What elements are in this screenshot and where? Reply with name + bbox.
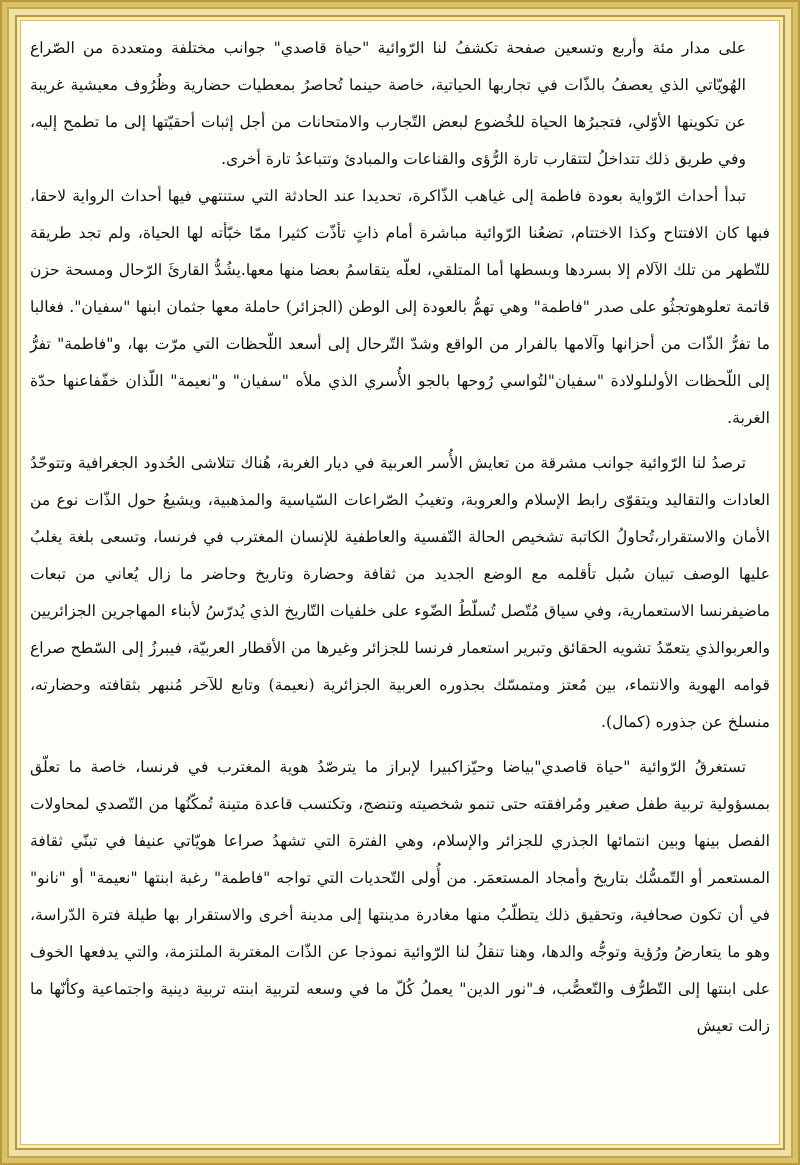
paragraph-intro: على مدار مئة وأربع وتسعين صفحة تكشفُ لنا الرّوائية "حياة قاصدي" جوانب مختلفة ومتعددة من الصّراع الهُويّاتي الذي يعصفُ بالذّات في تجاربها الحياتية، خاصة حينما تُحاصرُ بمعطيات حضارية وظُرُوف معيشية غريبة عن تكوينها الأوّلي، فتجبرُها الحياة للخُضوع لبعض التّجارب والامتحانات من أجل إثبات أحقيّتها إلى ما تطمح إليه، وفي طريق ذلك تتداخلُ لتتقارب تارة الرُّؤى والقناعات والمبادئ وتتباعدُ تارة أخرى. xyxy=(30,39,746,168)
paragraph-gap xyxy=(30,437,770,445)
paragraph-arab-families: ترصدُ لنا الرّوائية جوانب مشرقة من تعايش الأُسر العربية في ديار الغربة، هُناك تتلاشى الحُدود الجغرافية وتتوحّدُ العادات والتقاليد ويتقوّى رابط الإسلام والعروبة، وتغيبُ الصّراعات السّياسية والمذهبية، ويشيعُ حول الذّات نوع من الأمان والاستقرار،تُحاولُ الكاتبة تشخيص الحالة النّفسية والعاطفية للإنسان المغترب في فرنسا، وتسعى بلغة يغلبُ عليها الوصف تبيان سُبل تأقلمه مع الوضع الجديد من ثقافة وحضارة وتاريخ وحاضر ما زال يُعاني من تبعات ماضيفرنسا الاستعمارية، وفي سياق مُتّصل تُسلّطُ الضّوء على خلفيات التّاريخ الذي يُدرّسُ لأبناء المهاجرين الجزائريين والعربوالذي يتعمّدُ تشويه الحقائق وتبرير استعمار فرنسا للجزائر وغيرها من الأقطار العربيّة، فيبرزُ إلى السّطح صراع قوامه الهوية والانتماء، بين مُعتز ومتمسّك بجذوره العربية الجزائرية (نعيمة) وتابع للآخر مُنبهر بثقافته وحضارته، منسلخ عن جذوره (كمال). xyxy=(30,454,770,731)
paragraph-identity-struggle: تستغرقُ الرّوائية "حياة قاصدي"بياضا وحيّزاكبيرا لإبراز ما يترصّدُ هوية المغترب في فرنسا، خاصة ما تعلّق بمسؤولية تربية طفل صغير ومُرافقته حتى تنمو شخصيته وتنضج، وتكتسب قاعدة متينة تُمكّنُها من التّصدي لمحاولات الفصل بينها وبين انتمائها الجذري للجزائر والإسلام، وهي الفترة التي تشهدُ صراعا هويّاتي عنيفا في تبنّي ثقافة المستعمر أو التّمسُّك بتاريخ وأمجاد المستعمَر. من أُولى التّحديات التي تواجه "فاطمة" رغبة ابنتها "نعيمة" أو "نانو" في أن تكون صحافية، وتحقيق ذلك يتطلّبُ منها مغادرة مدينتها إلى مدينة أخرى والاستقرار بها طيلة فترة الدّراسة، وهو ما يتعارضُ ورُؤية وتوجُّه والدها، وهنا تنقلُ لنا الرّوائية نموذجا عن الذّات المغتربة الملتزمة، والتي يدفعها الخوف على ابنتها إلى التّطرُّف والتّعصُّب، فـ"نور الدين" يعملُ كُلّ ما في وسعه لتربية ابنته تربية دينية واجتماعية وكأنّها ما زالت تعيش xyxy=(30,758,770,1035)
paragraph-gap xyxy=(30,741,770,749)
document-page xyxy=(30,30,770,1135)
paragraph-story-start: تبدأ أحداث الرّواية بعودة فاطمة إلى غياهب الذّاكرة، تحديدا عند الحادثة التي ستنتهي فيها أحداث الرواية لاحقا، فبها كان الافتتاح وكذا الاختتام، تضعُنا الرّوائية مباشرة أمام ذاتٍ تأذّت كثيرا ممّا خبّأته لها الحياة، ولم تجد طريقة للتّطهر من تلك الآلام إلا بسردها وبسطها أما المتلقي، لعلّه يتقاسمُ بعضا منها معها.يشُدُّ القارئَ الرّحال ومسحة حزن قاتمة تعلوهوتجثُو على صدر "فاطمة" وهي تهمُّ بالعودة إلى الوطن (الجزائر) حاملة معها جثمان ابنها "سفيان". فغالبا ما تفرُّ الذّات من أحزانها وآلامها بالفرار من الواقع وشدّ التّرحال إلى أسعد اللّحظات التي مرّت بها، و"فاطمة" تفرُّ إلى اللّحظات الأولىلولادة "سفيان"لتُواسي رُوحها بالجو الأُسري الذي ملأه "سفيان" و"نعيمة" اللّذان خفّفاعنها حدّة الغربة. xyxy=(30,187,770,427)
